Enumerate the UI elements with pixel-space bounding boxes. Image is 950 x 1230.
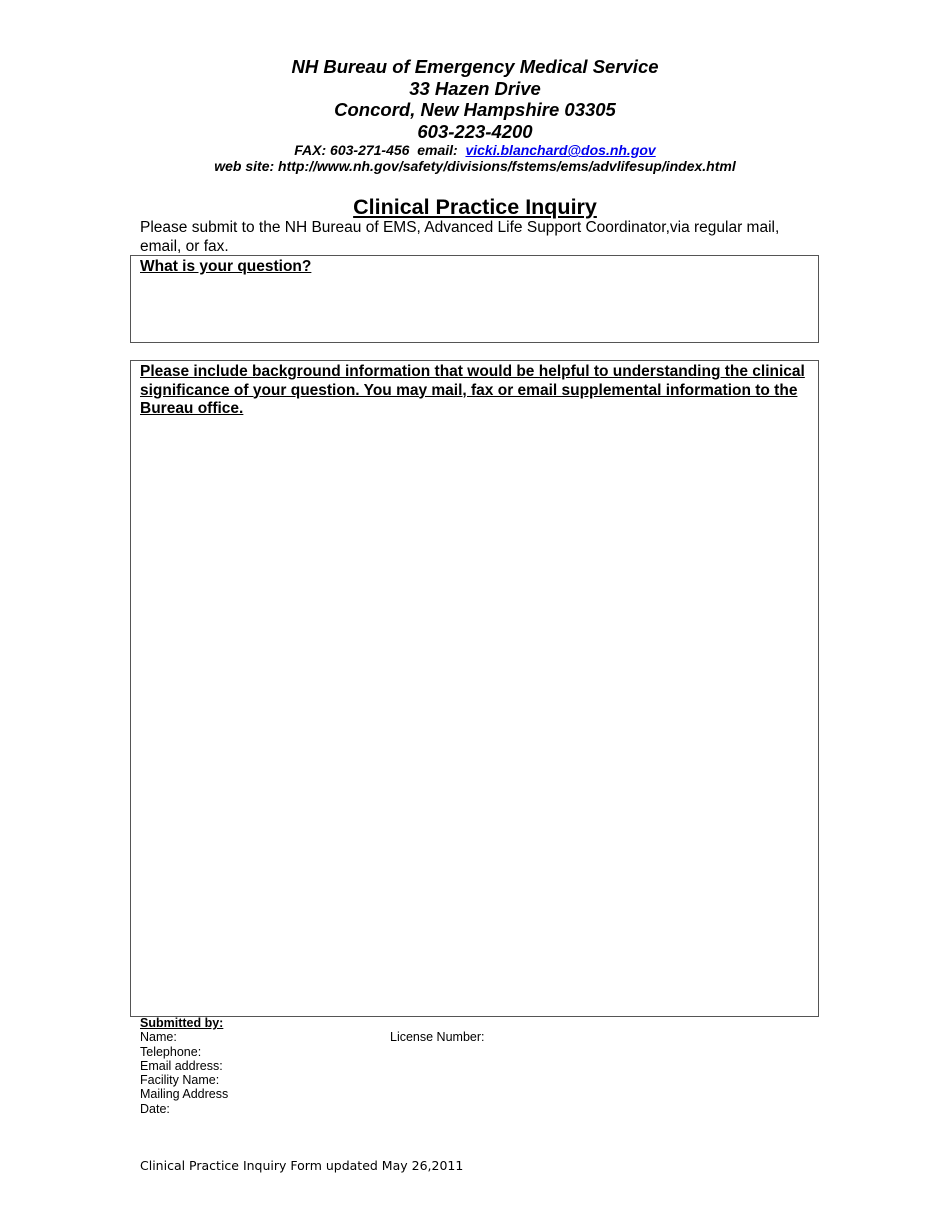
date-label: Date:	[140, 1101, 170, 1116]
mailing-address-label: Mailing Address	[140, 1087, 229, 1102]
submitted-by-section	[140, 1016, 228, 1116]
letterhead	[0, 56, 950, 174]
city-state-zip: Concord, New Hampshire 03305	[334, 99, 616, 120]
question-label: What is your question?	[140, 258, 312, 275]
fax-label: FAX: 603-271-456 email:	[294, 142, 466, 158]
facility-name-label: Facility Name:	[140, 1073, 220, 1088]
fax-email-line	[0, 142, 950, 158]
name-label: Name:	[140, 1030, 177, 1045]
background-label: Please include background information that would be helpful to understanding the clinical significance of your question. You may mail, fax or email supplemental information to the Bureau office.	[140, 363, 805, 417]
background-field[interactable]	[131, 361, 822, 1080]
footer-note: Clinical Practice Inquiry Form updated May 26,2011	[140, 1158, 464, 1173]
intro-text: Please submit to the NH Bureau of EMS, Advanced Life Support Coordinator,via regular mail, email, or fax.	[140, 219, 780, 255]
telephone-label: Telephone:	[140, 1044, 202, 1059]
question-box	[130, 255, 819, 343]
phone-number: 603-223-4200	[417, 120, 533, 142]
license-number-label: License Number:	[390, 1030, 485, 1044]
email-link[interactable]: vicki.blanchard@dos.nh.gov	[465, 142, 656, 158]
background-box	[130, 360, 819, 1017]
org-name: NH Bureau of Emergency Medical Service	[291, 56, 659, 77]
form-title: Clinical Practice Inquiry	[353, 195, 597, 219]
website-line: web site: http://www.nh.gov/safety/divisions/fstems/ems/advlifesup/index.html	[214, 158, 736, 174]
submitted-by-heading: Submitted by:	[140, 1016, 224, 1030]
email-address-label: Email address:	[140, 1058, 223, 1073]
street-address: 33 Hazen Drive	[409, 77, 541, 99]
